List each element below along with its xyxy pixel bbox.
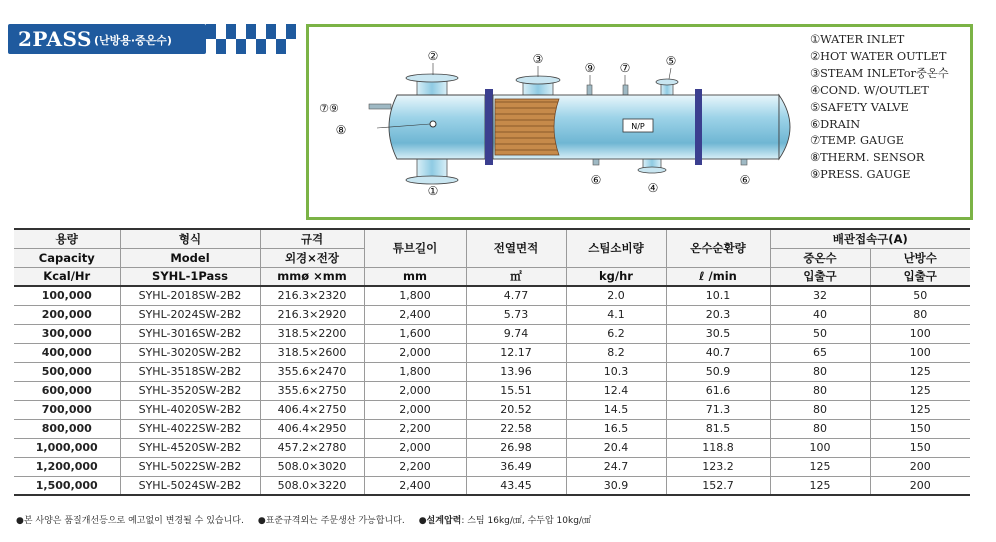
table-row bbox=[14, 438, 970, 457]
table-cell: 508.0×3020 bbox=[260, 457, 364, 476]
left-head bbox=[389, 95, 485, 159]
col-model-ko: 형식 bbox=[120, 229, 260, 248]
table-cell: 152.7 bbox=[666, 476, 770, 495]
table-cell: 80 bbox=[770, 400, 870, 419]
unit-heat-area: ㎡ bbox=[466, 267, 566, 286]
table-cell: 20.4 bbox=[566, 438, 666, 457]
table-cell: SYHL-2024SW-2B2 bbox=[120, 305, 260, 324]
legend-item: ⑥DRAIN bbox=[810, 117, 861, 131]
table-cell: 406.4×2950 bbox=[260, 419, 364, 438]
table-cell: 9.74 bbox=[466, 324, 566, 343]
table-cell: 6.2 bbox=[566, 324, 666, 343]
table-cell: 20.3 bbox=[666, 305, 770, 324]
table-cell: 2,000 bbox=[364, 400, 466, 419]
legend-item: ④COND. W/OUTLET bbox=[810, 83, 929, 97]
table-cell: 20.52 bbox=[466, 400, 566, 419]
unit-heating: 입출구 bbox=[870, 267, 970, 286]
table-row bbox=[14, 305, 970, 324]
table-cell: 2,400 bbox=[364, 305, 466, 324]
table-cell: 125 bbox=[770, 476, 870, 495]
table-cell: 12.4 bbox=[566, 381, 666, 400]
table-row bbox=[14, 286, 970, 305]
table-cell: 200 bbox=[870, 476, 970, 495]
table-cell: 125 bbox=[870, 362, 970, 381]
table-cell: 12.17 bbox=[466, 343, 566, 362]
table-cell: 100 bbox=[870, 343, 970, 362]
callout-1: ① bbox=[427, 184, 439, 198]
col-heating-water: 난방수 bbox=[870, 248, 970, 267]
capacity-cell: 400,000 bbox=[14, 343, 120, 362]
table-cell: 71.3 bbox=[666, 400, 770, 419]
table-cell: 318.5×2200 bbox=[260, 324, 364, 343]
diagram-legend bbox=[810, 32, 949, 184]
table-cell: 1,800 bbox=[364, 286, 466, 305]
table-cell: 30.5 bbox=[666, 324, 770, 343]
right-cap bbox=[779, 95, 790, 159]
table-row bbox=[14, 457, 970, 476]
table-cell: 81.5 bbox=[666, 419, 770, 438]
product-title-badge bbox=[8, 24, 206, 54]
spec-table-body bbox=[14, 286, 970, 495]
table-cell: 30.9 bbox=[566, 476, 666, 495]
table-cell: 24.7 bbox=[566, 457, 666, 476]
table-cell: 2,200 bbox=[364, 419, 466, 438]
footnote-2: ●표준규격외는 주문생산 가능합니다. bbox=[257, 516, 405, 526]
table-cell: 216.3×2920 bbox=[260, 305, 364, 324]
table-cell: SYHL-3016SW-2B2 bbox=[120, 324, 260, 343]
col-steam: 스팀소비량 bbox=[566, 229, 666, 267]
table-cell: 16.5 bbox=[566, 419, 666, 438]
table-cell: 32 bbox=[770, 286, 870, 305]
table-cell: 100 bbox=[870, 324, 970, 343]
table-cell: 40.7 bbox=[666, 343, 770, 362]
capacity-cell: 700,000 bbox=[14, 400, 120, 419]
col-model-en: Model bbox=[120, 248, 260, 267]
table-cell: 2,000 bbox=[364, 438, 466, 457]
spec-table bbox=[14, 228, 970, 496]
nameplate-label: N/P bbox=[631, 122, 645, 131]
col-capacity-ko: 용량 bbox=[14, 229, 120, 248]
callout-3: ③ bbox=[532, 52, 544, 66]
legend-item: ②HOT WATER OUTLET bbox=[810, 49, 947, 63]
heat-exchanger-diagram bbox=[309, 27, 809, 217]
table-cell: 150 bbox=[870, 419, 970, 438]
table-cell: 118.8 bbox=[666, 438, 770, 457]
flange-right bbox=[695, 89, 702, 165]
footnotes bbox=[16, 513, 591, 526]
callout-9: ⑨ bbox=[584, 61, 596, 75]
table-cell: 150 bbox=[870, 438, 970, 457]
table-cell: 80 bbox=[770, 419, 870, 438]
table-cell: 2,000 bbox=[364, 381, 466, 400]
table-cell: 15.51 bbox=[466, 381, 566, 400]
tube-bundle bbox=[495, 99, 559, 155]
table-cell: SYHL-2018SW-2B2 bbox=[120, 286, 260, 305]
table-row bbox=[14, 362, 970, 381]
table-row bbox=[14, 343, 970, 362]
table-cell: SYHL-3518SW-2B2 bbox=[120, 362, 260, 381]
header-row-1 bbox=[14, 229, 970, 248]
table-row bbox=[14, 381, 970, 400]
callout-6-left: ⑥ bbox=[590, 173, 602, 187]
table-cell: 80 bbox=[870, 305, 970, 324]
table-cell: SYHL-3020SW-2B2 bbox=[120, 343, 260, 362]
table-cell: 36.49 bbox=[466, 457, 566, 476]
col-capacity-en: Capacity bbox=[14, 248, 120, 267]
legend-item: ⑦TEMP. GAUGE bbox=[810, 134, 904, 148]
table-cell: 10.1 bbox=[666, 286, 770, 305]
table-cell: 5.73 bbox=[466, 305, 566, 324]
unit-spec: mmø ×mm bbox=[260, 267, 364, 286]
table-cell: 457.2×2780 bbox=[260, 438, 364, 457]
flange-left bbox=[485, 89, 493, 165]
unit-steam: kg/hr bbox=[566, 267, 666, 286]
product-title: 2PASS bbox=[18, 27, 92, 51]
callout-4: ④ bbox=[647, 181, 659, 195]
callout-8: ⑧ bbox=[335, 123, 347, 137]
unit-medium: 입출구 bbox=[770, 267, 870, 286]
capacity-cell: 500,000 bbox=[14, 362, 120, 381]
unit-model: SYHL-1Pass bbox=[120, 267, 260, 286]
table-cell: 80 bbox=[770, 381, 870, 400]
table-cell: 2,000 bbox=[364, 343, 466, 362]
callout-5: ⑤ bbox=[665, 54, 677, 68]
unit-capacity: Kcal/Hr bbox=[14, 267, 120, 286]
table-cell: 26.98 bbox=[466, 438, 566, 457]
table-cell: SYHL-4022SW-2B2 bbox=[120, 419, 260, 438]
callout-7-9: ⑦⑨ bbox=[319, 102, 339, 115]
col-spec-dim: 외경×전장 bbox=[260, 248, 364, 267]
header-row-units bbox=[14, 267, 970, 286]
checker-decoration bbox=[206, 24, 298, 54]
col-piping: 배관접속구(A) bbox=[770, 229, 970, 248]
col-circulation: 온수순환량 bbox=[666, 229, 770, 267]
capacity-cell: 100,000 bbox=[14, 286, 120, 305]
table-row bbox=[14, 476, 970, 495]
capacity-cell: 200,000 bbox=[14, 305, 120, 324]
table-cell: 2,200 bbox=[364, 457, 466, 476]
table-cell: 14.5 bbox=[566, 400, 666, 419]
col-spec-ko: 규격 bbox=[260, 229, 364, 248]
table-row bbox=[14, 419, 970, 438]
product-subtitle: (난방용·중온수) bbox=[93, 34, 172, 47]
table-cell: 355.6×2470 bbox=[260, 362, 364, 381]
table-cell: 4.77 bbox=[466, 286, 566, 305]
table-cell: 2.0 bbox=[566, 286, 666, 305]
table-cell: 1,800 bbox=[364, 362, 466, 381]
table-cell: 40 bbox=[770, 305, 870, 324]
table-cell: 406.4×2750 bbox=[260, 400, 364, 419]
table-cell: 318.5×2600 bbox=[260, 343, 364, 362]
footnote-1: ●본 사양은 품질개선등으로 예고없이 변경될 수 있습니다. bbox=[16, 516, 244, 526]
table-cell: 22.58 bbox=[466, 419, 566, 438]
callout-7: ⑦ bbox=[619, 61, 631, 75]
col-medium-water: 중온수 bbox=[770, 248, 870, 267]
table-cell: SYHL-5022SW-2B2 bbox=[120, 457, 260, 476]
table-cell: 125 bbox=[870, 400, 970, 419]
table-cell: 50.9 bbox=[666, 362, 770, 381]
table-cell: 508.0×3220 bbox=[260, 476, 364, 495]
table-cell: 2,400 bbox=[364, 476, 466, 495]
table-cell: 125 bbox=[870, 381, 970, 400]
col-tube-length: 튜브길이 bbox=[364, 229, 466, 267]
table-cell: 355.6×2750 bbox=[260, 381, 364, 400]
table-cell: 200 bbox=[870, 457, 970, 476]
footnote-3-label: ●설계압력 bbox=[418, 516, 462, 526]
table-cell: 13.96 bbox=[466, 362, 566, 381]
callout-6-right: ⑥ bbox=[739, 173, 751, 187]
legend-item: ⑧THERM. SENSOR bbox=[810, 151, 925, 165]
footnote-3-text: : 스팀 16kg/㎠, 수두압 10kg/㎠ bbox=[461, 516, 591, 526]
col-heat-area: 전열면적 bbox=[466, 229, 566, 267]
table-cell: 4.1 bbox=[566, 305, 666, 324]
table-cell: 65 bbox=[770, 343, 870, 362]
callout-2: ② bbox=[427, 49, 439, 63]
table-cell: SYHL-4020SW-2B2 bbox=[120, 400, 260, 419]
table-cell: 125 bbox=[770, 457, 870, 476]
capacity-cell: 600,000 bbox=[14, 381, 120, 400]
table-cell: 123.2 bbox=[666, 457, 770, 476]
footnote-3 bbox=[419, 513, 591, 526]
capacity-cell: 1,200,000 bbox=[14, 457, 120, 476]
table-cell: 50 bbox=[770, 324, 870, 343]
unit-tube-length: mm bbox=[364, 267, 466, 286]
table-cell: SYHL-3520SW-2B2 bbox=[120, 381, 260, 400]
table-cell: SYHL-4520SW-2B2 bbox=[120, 438, 260, 457]
legend-item: ⑤SAFETY VALVE bbox=[810, 100, 909, 114]
table-cell: 61.6 bbox=[666, 381, 770, 400]
table-row bbox=[14, 324, 970, 343]
table-cell: 100 bbox=[770, 438, 870, 457]
table-cell: 50 bbox=[870, 286, 970, 305]
capacity-cell: 800,000 bbox=[14, 419, 120, 438]
legend-item: ⑨PRESS. GAUGE bbox=[810, 168, 911, 182]
capacity-cell: 1,500,000 bbox=[14, 476, 120, 495]
table-cell: 80 bbox=[770, 362, 870, 381]
table-row bbox=[14, 400, 970, 419]
table-cell: 10.3 bbox=[566, 362, 666, 381]
table-cell: 43.45 bbox=[466, 476, 566, 495]
table-cell: 1,600 bbox=[364, 324, 466, 343]
table-cell: 8.2 bbox=[566, 343, 666, 362]
legend-item: ③STEAM INLETor중온수 bbox=[810, 66, 949, 80]
table-cell: SYHL-5024SW-2B2 bbox=[120, 476, 260, 495]
table-cell: 216.3×2320 bbox=[260, 286, 364, 305]
capacity-cell: 300,000 bbox=[14, 324, 120, 343]
capacity-cell: 1,000,000 bbox=[14, 438, 120, 457]
unit-circulation: ℓ /min bbox=[666, 267, 770, 286]
legend-item: ①WATER INLET bbox=[810, 33, 905, 46]
